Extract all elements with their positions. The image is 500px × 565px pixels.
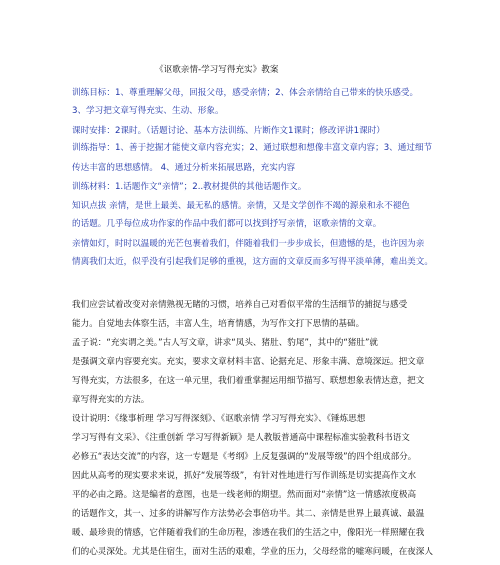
text-line: 是强调文章内容要充实。充实，要求文章材料丰富、论据充足、形象丰满、意境深远。把文章 xyxy=(72,357,425,367)
text-line: 能力。自觉地去体察生活，丰富人生，培育情感，为写作文打下思情的基础。 xyxy=(72,319,365,329)
text-line: 们的心灵深处。尤其是住宿生，面对生活的艰难，学业的压力，父母经常的嘘寒问暖，在夜深人 xyxy=(72,547,433,557)
text-line: 学习写得有文采》、《注重创新 学习写得新颖》是人教版普通高中课程标准实验教科书语文 xyxy=(72,433,410,443)
text-line: 训练目标：1、尊重理解父母，回报父母，感受亲情；2、体会亲情给自己带来的快乐感受。 xyxy=(72,88,419,98)
text-line: 设计说明：《缘事析理 学习写得深刻》、《讴歌亲情 学习写得充实》、《锤炼思想 xyxy=(72,414,366,424)
text-line: 的话题。几乎每位成功作家的作品中我们都可以找到抒写亲情，讴歌亲情的文章。 xyxy=(72,219,382,229)
text-line: 传达丰富的思想感情。 4、通过分析来拓展思路，充实内容 xyxy=(72,163,296,173)
text-line: 因此从高考的现实要求来说，抓好“发展等级”，有针对性地进行写作训练是切实提高作文水 xyxy=(72,471,417,481)
text-line: 课时安排：2课时。（话题讨论、基本方法训练、片断作文1课时；修改评讲1课时） xyxy=(72,126,385,136)
text-line: 的话题作文，其一、过多的讲解写作方法势必会事倍功半。其二、亲情是世界上最真诚、最温 xyxy=(72,509,425,519)
text-line: 3、学习把文章写得充实、生动、形象。 xyxy=(72,106,224,116)
text-line: 情离我们太近，似乎没有引起我们足够的重视，这方面的文章反而多写得平淡单薄，难出美文。 xyxy=(72,257,433,267)
text-line: 亲情如灯，时时以温暖的光芒包裹着我们，伴随着我们一步步成长，但遗憾的是，也许因为亲 xyxy=(72,239,425,249)
text-line: 知识点拔 亲情，是世上最美、最无私的感情。亲情，又是文学创作不竭的源泉和永不褪色 xyxy=(72,201,410,211)
text-line: 写得充实，方法很多，在这一单元里，我们着重掌握运用细节描写、联想想象表情达意，把文 xyxy=(72,376,425,386)
text-line: 必修五“表达交流”的内容，这一专题是《考纲》上反复强调的“发展等级”的四个组成部分。 xyxy=(72,452,417,462)
text-line: 训练指导：1、善于挖掘才能使文章内容充实；2、通过联想和想像丰富文章内容；3、通过细节 xyxy=(72,143,433,153)
document-title: 《讴歌亲情-学习写得充实》教案 xyxy=(155,65,279,75)
text-line: 暖、最珍贵的情感，它伴随着我们的生命历程，渗透在我们的生活之中，像阳光一样照耀在我 xyxy=(72,528,425,538)
text-line: 章写得充实的方法。 xyxy=(72,395,150,405)
text-line: 我们应尝试着改变对亲情熟视无睹的习惯，培养自己对看似平常的生活细节的捕捉与感受 xyxy=(72,300,408,310)
text-line: 训练材料：1.话题作文“亲情”；2..教材提供的其他话题作文。 xyxy=(72,182,307,192)
text-line: 孟子说：“充实谓之美。”古人写文章，讲求“凤头、猪肚、豹尾”，其中的“猪肚”就 xyxy=(72,338,379,348)
text-line: 平的必由之路。这是编者的意图，也是一线老师的期望。然而面对“亲情”这一情感浓度极高 xyxy=(72,490,417,500)
